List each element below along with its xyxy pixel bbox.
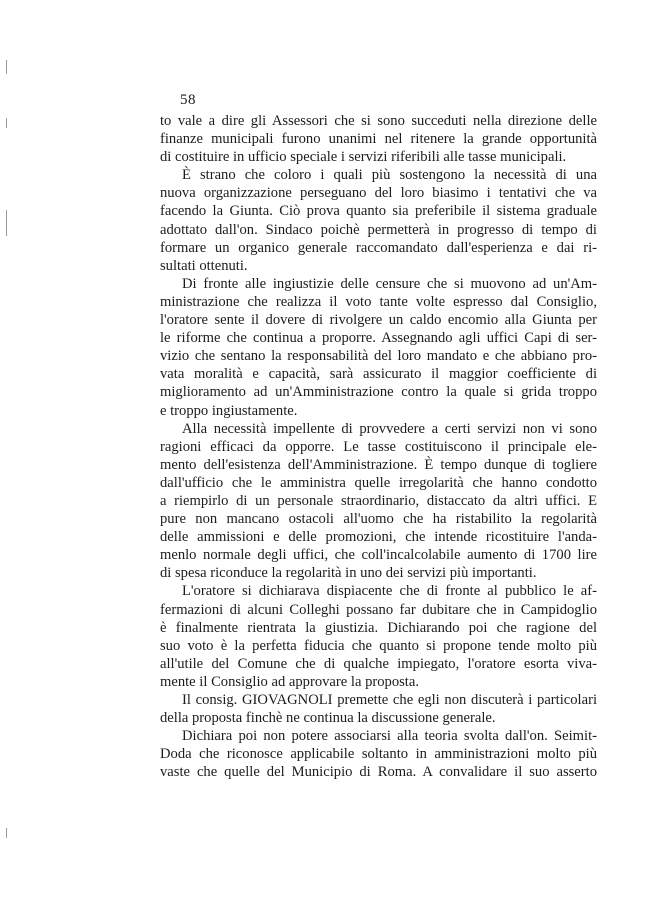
text-line: e troppo ingiustamente.	[160, 402, 298, 419]
text-line: di spesa riconduce la regolarità in uno dei servizi più importanti.	[160, 565, 537, 582]
text-line: miglioramento ad un'Amministrazione contro la quale si grida troppo	[160, 384, 597, 401]
text-line: menlo normale degli uffici, che coll'incalcolabile aumento di 1700 lire	[160, 547, 597, 564]
text-line: all'utile del Comune che di qualche impiegato, l'oratore esorta viva-	[160, 655, 597, 672]
text-line: adottato dall'on. Sindaco poichè permetterà in progresso di tempo di	[160, 221, 597, 238]
page-number: 58	[180, 92, 196, 108]
text-line: suo voto è la perfetta fiducia che quanto si propone tende molto più	[160, 637, 597, 654]
text-line: dall'ufficio che le amministra quelle irregolarità che hanno condotto	[160, 474, 597, 491]
text-line: Dichiara poi non potere associarsi alla teoria svolta dall'on. Seimit-	[182, 728, 597, 745]
text-line: della proposta finchè ne continua la discussione generale.	[160, 710, 496, 727]
text-line: le riforme che continua a proporre. Assegnando agli uffici Capi di ser-	[160, 330, 597, 347]
left-margin-mark	[6, 210, 7, 236]
text-line: to vale a dire gli Assessori che si sono succeduti nella direzione delle	[160, 113, 597, 129]
text-line: l'oratore sente il dovere di rivolgere un caldo encomio alla Giunta per	[160, 312, 597, 329]
text-line: Alla necessità impellente di provvedere a certi servizi non vi sono	[182, 420, 597, 437]
text-line: mente il Consiglio ad approvare la proposta.	[160, 673, 419, 690]
text-line: pure non mancano ostacoli all'uomo che ha ristabilito la regolarità	[160, 511, 597, 528]
text-line: Il consig. GIOVAGNOLI premette che egli non discuterà i particolari	[182, 692, 597, 708]
text-line: ragioni efficaci da opporre. Le tasse costituiscono il principale ele-	[160, 438, 597, 455]
text-line: formare un organico generale raccomandato dall'esperienza e dai ri-	[160, 239, 597, 256]
text-line: facendo la Giunta. Ciò prova quanto sia preferibile il sistema graduale	[160, 203, 597, 220]
text-line: di costituire in ufficio speciale i servizi riferibili alle tasse municipali.	[160, 149, 567, 166]
text-line: a riempirlo di un personale straordinario, distaccato da altri uffici. E	[160, 492, 597, 509]
text-line: ministrazione che realizza il voto tante volte espresso dal Consiglio,	[160, 293, 597, 310]
text-line: finanze municipali furono unanimi nel ritenere la grande opportunità	[160, 131, 597, 148]
left-margin-mark	[6, 828, 7, 838]
text-line: vizio che sentano la responsabilità del loro mandato e che abbiano pro-	[160, 348, 597, 365]
text-line: delle ammissioni e delle promozioni, che intende ricostituire l'anda-	[160, 529, 597, 546]
text-line: È strano che coloro i quali più sostengono la necessità di una	[182, 167, 597, 184]
left-margin-mark	[6, 60, 7, 74]
text-line: vaste che quelle del Municipio di Roma. A convalidare il suo asserto	[160, 764, 597, 781]
text-line: sultati ottenuti.	[160, 257, 248, 274]
text-line: Doda che riconosce applicabile soltanto in amministrazioni molto più	[160, 746, 597, 763]
text-line: vata moralità e capacità, sarà assicurato il maggior coefficiente di	[160, 366, 597, 383]
text-line: Di fronte alle ingiustizie delle censure che si muovono ad un'Am-	[182, 275, 597, 292]
text-line: mento dell'esistenza dell'Amministrazione. È tempo dunque di togliere	[160, 456, 597, 473]
text-line: è finalmente rientrata la giustizia. Dichiarando poi che ragione del	[160, 619, 597, 636]
body-text	[160, 112, 597, 781]
text-line: nuova organizzazione perseguano del loro biasimo i tentativi che va	[160, 185, 597, 202]
text-line: fermazioni di alcuni Colleghi possano far dubitare che in Campidoglio	[160, 601, 597, 618]
left-margin-mark	[6, 118, 7, 128]
text-line: L'oratore si dichiarava dispiacente che di fronte al pubblico le af-	[182, 583, 597, 600]
